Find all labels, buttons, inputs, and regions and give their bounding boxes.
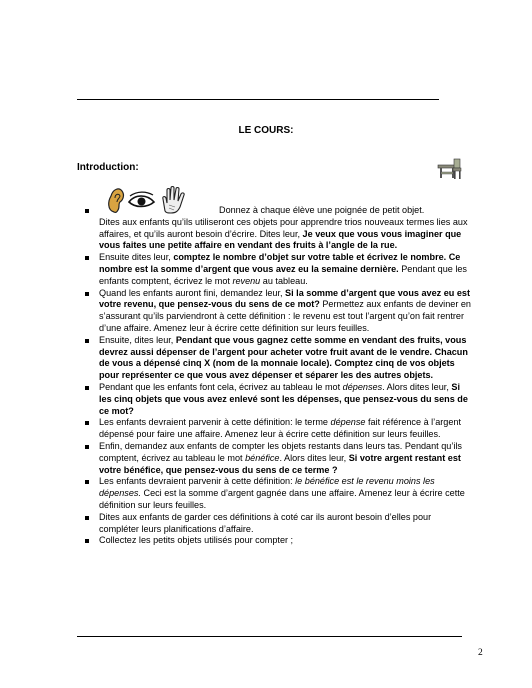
list-item: Ensuite dites leur, comptez le nombre d’objet sur votre table et écrivez le nombre. Ce nombre est la somme d’argent que vous avez eu la semaine dernière. Pendant que les enfants comptent, écrivez le mot revenu au tableau. bbox=[77, 252, 472, 287]
bullet-square-icon bbox=[85, 421, 89, 425]
lesson-content bbox=[77, 205, 472, 547]
section-heading: LE COURS: bbox=[238, 125, 294, 136]
instruction-list bbox=[77, 205, 472, 547]
bullet-square-icon bbox=[85, 209, 89, 213]
list-item: Dites aux enfants de garder ces définitions à coté car ils auront besoin d’elles pour compléter leurs planifications d’affaire. bbox=[77, 512, 472, 536]
list-item: Quand les enfants auront fini, demandez leur, Si la somme d’argent que vous avez eu est votre revenu, que pensez-vous du sens de ce mot? Permettez aux enfants de deviner en s’assurant qu’ils parviendront à cette définition : le revenu est tout l’argent qu’on fait rentrer d’une affaire. Amenez leur à écrire cette définition sur leurs feuilles. bbox=[77, 288, 472, 335]
top-divider bbox=[77, 99, 439, 100]
bullet-square-icon bbox=[85, 516, 89, 520]
bullet-square-icon bbox=[85, 445, 89, 449]
list-item: Les enfants devraient parvenir à cette définition: le terme dépense fait référence à l’argent dépensé pour faire une affaire. Amenez leur à écrire cette définition sur leurs feuilles. bbox=[77, 417, 472, 441]
school-desk-icon bbox=[437, 158, 462, 180]
list-item: Enfin, demandez aux enfants de compter les objets restants dans leurs tas. Pendant qu’ils comptent, écrivez au tableau le mot bénéfice. Alors dites leur, Si votre argent restant est votre bénéfice, que pensez-vous du sens de ce terme ? bbox=[77, 441, 472, 476]
bullet-square-icon bbox=[85, 386, 89, 390]
bullet-square-icon bbox=[85, 256, 89, 260]
list-item: Les enfants devraient parvenir à cette définition: le bénéfice est le revenu moins les dépenses. Ceci est la somme d’argent gagnée dans une affaire. Amenez leur à écrire cette définition sur leurs feuilles. bbox=[77, 476, 472, 511]
list-item: Pendant que les enfants font cela, écrivez au tableau le mot dépenses. Alors dites leur, Si les cinq objets que vous avez enlevé sont les dépenses, que pensez-vous du sens de ce mot? bbox=[77, 382, 472, 417]
bullet-square-icon bbox=[85, 480, 89, 484]
bullet-square-icon bbox=[85, 339, 89, 343]
introduction-heading: Introduction: bbox=[77, 162, 139, 173]
list-item: Ensuite, dites leur, Pendant que vous gagnez cette somme en vendant des fruits, vous devrez aussi dépenser de l’argent pour acheter votre fruit avant de le vendre. Chacun de vous a dépensé cinq X (nom de la monnaie locale). Comptez cinq de vos objets pour représenter ce que vous avez dépenser et séparer les des autres objets. bbox=[77, 335, 472, 382]
bullet-square-icon bbox=[85, 539, 89, 543]
bullet-square-icon bbox=[85, 292, 89, 296]
page-number: 2 bbox=[478, 648, 483, 658]
bottom-divider bbox=[77, 636, 462, 637]
list-item: Donnez à chaque élève une poignée de petit objet. Dites aux enfants qu’ils utiliseront ces objets pour apprendre trios nouveaux termes lies aux affaires, et qu’ils auront besoin d’écrire. Dites leur, Je veux que vous vous imaginer que vous faites une petite affaire en vendant des fruits à l’angle de la rue. bbox=[77, 205, 472, 252]
list-item: Collectez les petits objets utilisés pour compter ; bbox=[77, 535, 472, 547]
